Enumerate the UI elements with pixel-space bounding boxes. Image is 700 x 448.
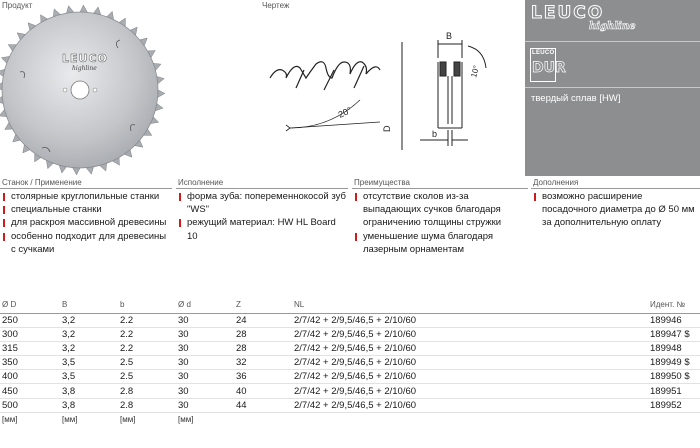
info-section [0, 176, 700, 296]
blade-logo-brand: LEUCO [62, 52, 108, 65]
table-cell: 30 [176, 341, 234, 355]
blade-pin-hole [63, 88, 67, 92]
tooth-angle-label: 20° [336, 104, 354, 120]
tooth-angle-dimension [286, 100, 380, 131]
table-cell: 3,2 [60, 327, 118, 341]
dur-logo-area [525, 43, 700, 88]
table-cell: 300 [0, 327, 60, 341]
table-cell: 40 [234, 384, 292, 398]
table-cell: 30 [176, 327, 234, 341]
list-item: особенно подходит для древесины с сучками [2, 230, 172, 256]
unit-cell: [мм] [120, 415, 136, 425]
tooth-profile-drawing [270, 62, 380, 90]
product-label: Продукт [2, 1, 33, 10]
table-row [0, 398, 700, 412]
table-cell: 400 [0, 370, 60, 384]
units-row [0, 412, 700, 426]
list-item: столярные круглопильные станки [2, 190, 172, 203]
column-header: NL [292, 296, 648, 313]
table-cell: 3,2 [60, 313, 118, 327]
table-row [0, 327, 700, 341]
table-cell: 350 [0, 356, 60, 370]
technical-drawing [262, 0, 524, 176]
table-cell: 2/7/42 + 2/9,5/46,5 + 2/10/60 [292, 327, 648, 341]
product-panel [0, 0, 260, 176]
info-heading: Преимущества [352, 176, 528, 189]
table-cell: 2.5 [118, 370, 176, 384]
column-header: Ø d [176, 296, 234, 313]
table-row [0, 384, 700, 398]
table-cell: 189947 $ [648, 327, 700, 341]
table-cell: 189946 [648, 313, 700, 327]
unit-cell [234, 412, 292, 426]
table-row [0, 313, 700, 327]
table-cell: 2/7/42 + 2/9,5/46,5 + 2/10/60 [292, 398, 648, 412]
info-list [531, 189, 700, 230]
brand-panel [525, 0, 700, 176]
spec-table [0, 296, 700, 426]
table-cell: 30 [176, 398, 234, 412]
dimension-D-label: D [382, 125, 392, 132]
side-angle-label: 10° [469, 64, 482, 79]
unit-cell: [мм] [178, 415, 194, 425]
leuco-logo: LEUCO [531, 3, 605, 23]
table-cell: 24 [234, 313, 292, 327]
list-item: для раскроя массивной древесины [2, 216, 172, 229]
unit-cell [292, 412, 648, 426]
brand-logo-area [525, 0, 700, 42]
info-list [352, 189, 528, 256]
table-cell: 28 [234, 341, 292, 355]
column-header: Z [234, 296, 292, 313]
table-cell: 30 [176, 370, 234, 384]
table-cell: 2/7/42 + 2/9,5/46,5 + 2/10/60 [292, 313, 648, 327]
column-header: B [60, 296, 118, 313]
table-cell: 3,8 [60, 398, 118, 412]
list-item: отсутствие сколов из-за выпадающих сучков благодаря ограничению толщины стружки [354, 190, 528, 230]
table-cell: 315 [0, 341, 60, 355]
dimension-b-label: b [432, 129, 438, 139]
list-item: режущий материал: HW HL Board 10 [178, 216, 348, 242]
column-header: Идент. № [648, 296, 700, 313]
column-header: b [118, 296, 176, 313]
info-heading: Исполнение [176, 176, 348, 189]
saw-tooth [158, 90, 165, 97]
info-column-advantages [352, 176, 528, 294]
info-column-application [0, 176, 172, 294]
table-cell: 189948 [648, 341, 700, 355]
list-item: возможно расширение посадочного диаметра до Ø 50 мм за дополнительную оплату [533, 190, 700, 230]
table-row [0, 370, 700, 384]
saw-blade-image [0, 0, 200, 176]
saw-tooth [80, 5, 87, 12]
dur-logo-big: DUR [532, 60, 566, 76]
table-cell: 250 [0, 313, 60, 327]
table-cell: 189950 $ [648, 370, 700, 384]
drawing-label: Чертеж [262, 1, 290, 10]
leuco-dur-logo [530, 48, 566, 82]
table-row [0, 341, 700, 355]
table-row [0, 356, 700, 370]
table-cell: 189952 [648, 398, 700, 412]
table-cell: 2.8 [118, 384, 176, 398]
column-header: Ø D [0, 296, 60, 313]
table-cell: 2.8 [118, 398, 176, 412]
table-cell: 189949 $ [648, 356, 700, 370]
table-cell: 2.2 [118, 313, 176, 327]
table-cell: 2/7/42 + 2/9,5/46,5 + 2/10/60 [292, 370, 648, 384]
table-cell: 2/7/42 + 2/9,5/46,5 + 2/10/60 [292, 356, 648, 370]
table-cell: 2.2 [118, 341, 176, 355]
info-list [0, 189, 172, 256]
table-cell: 3,8 [60, 384, 118, 398]
list-item: уменьшение шума благодаря лазерным орнаментам [354, 230, 528, 256]
table-cell: 189951 [648, 384, 700, 398]
material-text: твердый сплав [HW] [531, 93, 621, 104]
table-header-row [0, 296, 700, 313]
unit-cell: [мм] [2, 415, 18, 425]
list-item: форма зуба: попеременнокосой зуб "WS" [178, 190, 348, 216]
table-cell: 36 [234, 370, 292, 384]
table-cell: 3,5 [60, 370, 118, 384]
saw-tooth [73, 168, 80, 175]
table-cell: 2.5 [118, 356, 176, 370]
info-column-design [176, 176, 348, 294]
blade-arbor-hole [71, 81, 89, 99]
info-list [176, 189, 348, 243]
table-cell: 30 [176, 356, 234, 370]
cross-section-drawing [402, 40, 486, 150]
blade-logo-line: highline [72, 65, 97, 72]
table-cell: 500 [0, 398, 60, 412]
table-cell: 2/7/42 + 2/9,5/46,5 + 2/10/60 [292, 384, 648, 398]
list-item: специальные станки [2, 203, 172, 216]
table-cell: 450 [0, 384, 60, 398]
table-cell: 3,2 [60, 341, 118, 355]
table-cell: 2/7/42 + 2/9,5/46,5 + 2/10/60 [292, 341, 648, 355]
top-section [0, 0, 700, 176]
table-cell: 44 [234, 398, 292, 412]
drawing-panel [262, 0, 524, 176]
unit-cell [648, 412, 700, 426]
dimension-B-label: B [446, 31, 453, 41]
spec-table-area [0, 296, 700, 448]
info-heading: Станок / Применение [0, 176, 172, 189]
dur-logo-small: LEUCO [532, 50, 555, 56]
table-cell: 2.2 [118, 327, 176, 341]
table-cell: 32 [234, 356, 292, 370]
table-cell: 3,5 [60, 356, 118, 370]
info-column-options [531, 176, 700, 294]
table-cell: 30 [176, 384, 234, 398]
highline-logo: highline [589, 21, 636, 32]
table-cell: 28 [234, 327, 292, 341]
unit-cell: [мм] [62, 415, 78, 425]
table-cell: 30 [176, 313, 234, 327]
blade-pin-hole [93, 88, 97, 92]
info-heading: Дополнения [531, 176, 700, 189]
